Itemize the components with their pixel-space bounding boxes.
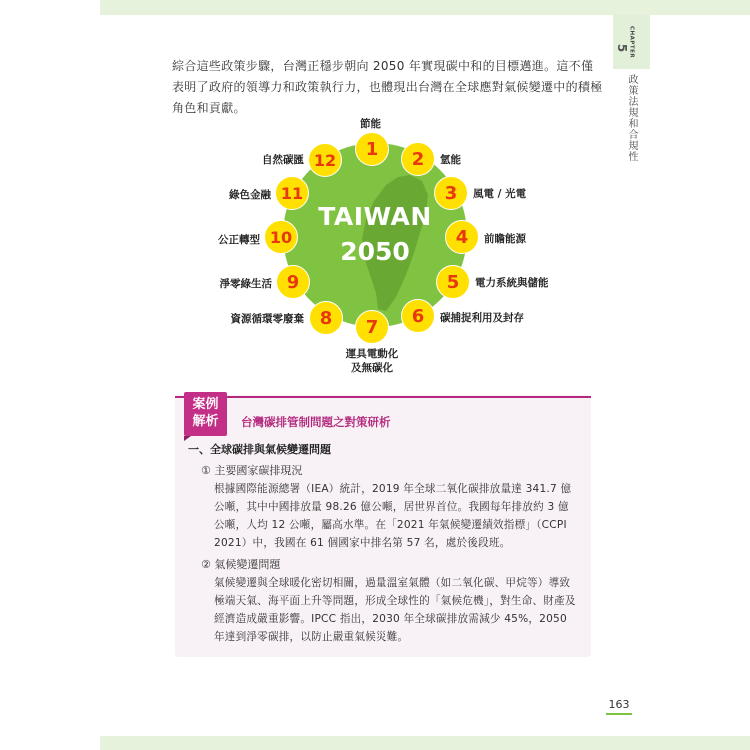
node-3: 3 <box>434 176 468 210</box>
net-zero-diagram <box>200 115 560 375</box>
chapter-word: CHAPTER <box>628 25 635 59</box>
label-10: 公正轉型 <box>218 234 260 246</box>
label-7-line2: 及無碳化 <box>351 362 393 374</box>
case-badge <box>184 392 227 436</box>
label-4: 前瞻能源 <box>484 233 526 245</box>
node-7: 7 <box>355 310 389 344</box>
label-1: 節能 <box>360 118 381 130</box>
page-number: 163 <box>608 698 630 711</box>
node-10: 10 <box>264 220 298 254</box>
chapter-title: 政策法規和合規性 <box>626 74 637 162</box>
node-5: 5 <box>436 265 470 299</box>
node-1: 1 <box>355 132 389 166</box>
subsection-2-body: 氣候變遷與全球暖化密切相關，過量溫室氣體（如二氧化碳、甲烷等）導致極端天氣、海平面上升等問題，形成全球性的「氣候危機」，對生命、財產及經濟造成嚴重影響。IPCC 指出，2030 年全球碳排放需減少 45%，2050 年達到淨零碳排，以防止嚴重氣候災難。 <box>214 577 576 643</box>
label-7-line1: 運具電動化 <box>345 348 399 360</box>
label-7 <box>332 347 412 375</box>
node-11: 11 <box>275 176 309 210</box>
label-12: 自然碳匯 <box>262 154 304 166</box>
page-number-rule <box>606 713 632 715</box>
case-badge-line1: 案例 <box>192 397 219 412</box>
label-2: 氫能 <box>440 154 461 166</box>
case-title: 台灣碳排管制問題之對策研析 <box>241 415 391 429</box>
chapter-tab <box>613 15 650 69</box>
bottom-band <box>100 736 750 750</box>
node-8: 8 <box>309 301 343 335</box>
diagram-year: 2050 <box>340 237 410 266</box>
node-2: 2 <box>401 142 435 176</box>
subsection-2-title: ② 氣候變遷問題 <box>201 558 281 571</box>
intro-paragraph: 綜合這些政策步驟，台灣正穩步朝向 2050 年實現碳中和的目標邁進。這不僅表明了政府的領導力和政策執行力，也體現出台灣在全球應對氣候變遷中的積極角色和貢獻。 <box>172 59 603 115</box>
chapter-number: 5 <box>615 43 630 53</box>
top-band <box>100 0 750 15</box>
label-3: 風電 / 光電 <box>473 188 527 200</box>
node-6: 6 <box>401 299 435 333</box>
node-9: 9 <box>276 265 310 299</box>
subsection-1-body: 根據國際能源總署（IEA）統計，2019 年全球二氧化碳排放量達 341.7 億公噸，其中中國排放量 98.26 億公噸，居世界首位。我國每年排放約 3 億公噸，人均 12 公噸，屬高水準。在「2021 年氣候變遷績效指標」（CCPI 2021）中，我國在 61 個國家中排名第 57 名，處於後段班。 <box>214 483 572 549</box>
case-heading: 一、全球碳排與氣候變遷問題 <box>188 443 331 456</box>
node-12: 12 <box>308 143 342 177</box>
diagram-title: TAIWAN <box>318 202 432 231</box>
node-4: 4 <box>445 220 479 254</box>
label-5: 電力系統與儲能 <box>475 277 549 289</box>
label-6: 碳捕捉利用及封存 <box>440 312 524 324</box>
case-top-line <box>175 396 591 398</box>
label-8: 資源循環零廢棄 <box>230 313 304 325</box>
label-11: 綠色金融 <box>229 189 271 201</box>
label-9: 淨零綠生活 <box>219 278 272 290</box>
case-badge-line2: 解析 <box>192 414 219 429</box>
subsection-1-title: ① 主要國家碳排現況 <box>201 464 303 477</box>
